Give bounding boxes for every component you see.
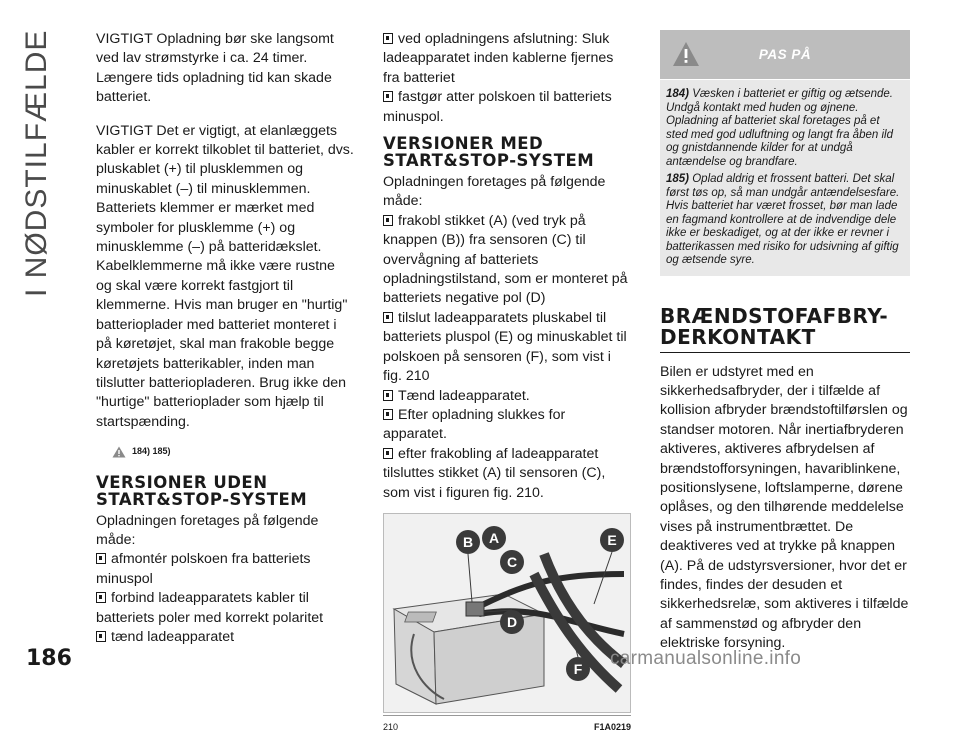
label-a-icon bbox=[482, 526, 506, 550]
warning-item: 184) Væsken i batteriet er giftig og ætsende. Undgå kontakt med huden og øjnene. Opladning af batteriet skal foretages på et sted med god udluftning og langt fra åben ild og gnistdannende kilder for at undgå antændelse og brandfare. bbox=[666, 88, 893, 168]
warning-reference-numbers: 184) 185) bbox=[132, 446, 171, 457]
label-f-icon bbox=[566, 657, 590, 681]
list-item: forbind ladeapparatets kabler til batteriets poler med korrekt polaritet bbox=[96, 590, 324, 626]
warning-item: 185) Oplad aldrig et frossent batteri. Det skal først tøs op, så man undgår antændelsesfare. Hvis batteriet har været frosset, bør man lade en fagmand kontrollere at de indvendige dele ikke er beskadiget, og at der ikke er revner i batterikassen med risiko for udsivning af giftig og ætsende syre. bbox=[666, 173, 900, 266]
warning-triangle-icon bbox=[112, 446, 126, 458]
svg-text:D: D bbox=[506, 613, 518, 630]
heading-with-startstop: VERSIONER MED START&STOP-SYSTEM bbox=[383, 134, 595, 171]
list-item: afmontér polskoen fra batteriets minuspol bbox=[96, 551, 311, 587]
bullet-box-icon bbox=[383, 390, 393, 401]
warning-triangle-icon bbox=[672, 41, 700, 67]
page-number: 186 bbox=[26, 646, 72, 671]
svg-text:A: A bbox=[488, 529, 500, 546]
bullet-box-icon bbox=[96, 631, 106, 642]
bullet-box-icon bbox=[383, 33, 393, 44]
list-item: frakobl stikket (A) (ved tryk på knappen (B)) fra sensoren (C) til overvågning af batteriets opladningstilstand, som er monteret på batteriets negative pol (D) bbox=[383, 212, 628, 307]
battery-illustration bbox=[384, 514, 632, 714]
svg-text:C: C bbox=[506, 553, 518, 570]
heading-fuel-cutoff: BRÆNDSTOFAFBRY-DERKONTAKT bbox=[660, 306, 910, 353]
section-side-title: I NØDSTILFÆLDE bbox=[20, 30, 53, 298]
figure-number: 210 bbox=[383, 721, 399, 732]
figure-code: F1A0219 bbox=[593, 721, 631, 732]
list-item: fastgør atter polskoen til batteriets minuspol. bbox=[383, 89, 612, 125]
bullet-box-icon bbox=[96, 592, 106, 603]
list-item: Efter opladning slukkes for apparatet. bbox=[383, 406, 566, 443]
list-item: Tænd ladeapparatet. bbox=[383, 387, 631, 406]
watermark: carmanualsonline.info bbox=[610, 648, 802, 669]
warning-box bbox=[660, 30, 910, 276]
heading-without-startstop: VERSIONER UDEN START&STOP-SYSTEM bbox=[96, 472, 308, 509]
bullet-box-icon bbox=[383, 448, 393, 459]
bullet-box-icon bbox=[383, 409, 393, 420]
label-d-icon bbox=[500, 610, 524, 634]
list-item: efter frakobling af ladeapparatet tilsluttes stikket (A) til sensoren (C), som vist i figuren fig. 210. bbox=[383, 445, 606, 501]
list-item: tænd ladeapparatet bbox=[96, 628, 354, 647]
svg-text:B: B bbox=[462, 533, 474, 550]
intro-with-startstop: Opladningen foretages på følgende måde: bbox=[383, 174, 606, 210]
svg-text:E: E bbox=[607, 531, 617, 548]
svg-text:F: F bbox=[573, 660, 583, 677]
paragraph-fuel-cutoff: Bilen er udstyret med en sikkerhedsafbryder, der i tilfælde af kollision afbryder brændstoftilførslen og standser motoren. Når inertiafbryderen aktiveres, aktiveres afbrydelsen af brændstofforsyningen, havariblinkene, positionslysene, loftslamperne, dørene oplåses, og den tilhørende meddelelse vises på instrumentbrættet. De deaktiveres ved at trykke på knappen (A). På de udstyrsversioner, hvor det er findes, findes der desuden et sikkerhedsrelæ, som aktiveres i tilfælde af sammenstød og afbryder den elektriske forsyning. bbox=[660, 363, 909, 652]
warning-box-header bbox=[660, 30, 910, 80]
label-c-icon bbox=[500, 550, 524, 574]
bullet-box-icon bbox=[383, 312, 393, 323]
bullet-box-icon bbox=[383, 215, 393, 226]
bullet-box-icon bbox=[96, 553, 106, 564]
figure-caption bbox=[383, 715, 631, 737]
label-e-icon bbox=[600, 528, 624, 552]
column-right bbox=[660, 30, 910, 654]
figure-battery-sensor bbox=[383, 513, 631, 713]
warning-reference bbox=[112, 442, 354, 461]
label-b-icon bbox=[456, 530, 480, 554]
column-middle bbox=[383, 30, 631, 737]
warning-box-title: PAS PÅ bbox=[758, 46, 812, 62]
list-item: tilslut ladeapparatets pluskabel til batteriets pluspol (E) og minuskablet til polskoen på sensoren (F), som vist i fig. 210 bbox=[383, 309, 627, 385]
paragraph-charging-note: VIGTIGT Opladning bør ske langsomt ved lav strømstyrke i ca. 24 timer. Længere tids opladning tid kan skade batteriet. bbox=[96, 31, 334, 106]
list-item: ved opladningens afslutning: Sluk ladeapparatet inden kablerne fjernes fra batteriet bbox=[383, 31, 614, 86]
bullet-box-icon bbox=[383, 91, 393, 102]
column-left bbox=[96, 30, 354, 647]
paragraph-cable-note: VIGTIGT Det er vigtigt, at elanlæggets kabler er korrekt tilkoblet til batteriet, dvs. pluskablet (+) til plusklemmen og minuskablet (–) til minusklemmen. Batteriets klemmer er mærket med symboler for plusklemme (+) og minusklemme (–) på batteridækslet. Kabelklemmerne må ikke være rustne og skal være korrekt fastgjort til klemmerne. Hvis man bruger en "hurtig" batterioplader med batteriet monteret i på køretøjet, skal man frakoble begge køretøjets batterikabler, inden man tilslutter batteriopladeren. Brug ikke den "hurtige" batterioplader som hjælp til startspænding. bbox=[96, 122, 354, 430]
intro-without-startstop: Opladningen foretages på følgende måde: bbox=[96, 512, 319, 548]
